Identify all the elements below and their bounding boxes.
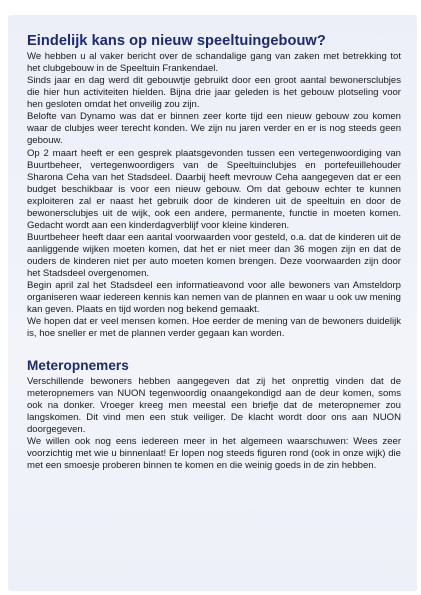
article-heading: Meteropnemers — [27, 357, 129, 373]
article-meter-readers — [27, 357, 401, 473]
article-paragraph: We willen ook nog eens iedereen meer in het algemeen waarschuwen: Wees zeer voorzichtig met wie u binnenlaat! Er lopen nog steeds figuren rond (ook in onze wijk) die met een smoesje proberen binnen te komen en die weinig goeds in de zin hebben. — [27, 435, 401, 471]
article-paragraph: We hebben u al vaker bericht over de schandalige gang van zaken met betrekking tot het clubgebouw in de Speeltuin Frankendael. — [27, 51, 401, 75]
article-paragraph: Op 2 maart heeft er een gesprek plaatsgevonden tussen een vertegenwoordiging van Buurtbeheer, vertegenwoordigers van de Speeltuinclubjes en portefeuillehouder Sharona Ceha van het Stadsdeel. Daarbij heeft mevrouw Ceha aangegeven dat er een budget beschikbaar is voor een nieuw gebouw. Om dat gebouw echter te kunnen exploiteren zal er naast het gebruik door de kinderen uit de speeltuin en door de bewonersclubjes uit de wijk, ook een andere, permanente, functie in moeten komen. Gedacht wordt aan een kinderdagverblijf voor kleine kinderen. — [27, 147, 401, 231]
article-heading: Eindelijk kans op nieuw speeltuingebouw? — [27, 33, 326, 49]
article-paragraph: Sinds jaar en dag werd dit gebouwtje gebruikt door een groot aantal bewonersclubjes die hier hun activiteiten hielden. Bijna drie jaar geleden is het gebouw plotseling voor hen gesloten omdat het onveilig zou zijn. — [27, 75, 401, 111]
article-paragraph: We hopen dat er veel mensen komen. Hoe eerder de mening van de bewoners duidelijk is, hoe sneller er met de plannen verder gegaan kan worden. — [27, 316, 401, 340]
article-paragraph: Begin april zal het Stadsdeel een informatieavond voor alle bewoners van Amsteldorp organiseren waar iedereen kennis kan nemen van de plannen en waar u ook uw mening kan geven. Plaats en tijd worden nog bekend gemaakt. — [27, 280, 401, 316]
article-paragraph: Belofte van Dynamo was dat er binnen zeer korte tijd een nieuw gebouw zou komen waar de clubjes weer terecht konden. We zijn nu jaren verder en er is nog steeds geen gebouw. — [27, 111, 401, 147]
article-paragraph: Verschillende bewoners hebben aangegeven dat zij het onprettig vinden dat de meteropnemers van NUON tegenwoordig onaangekondigd aan de deur komen, soms ook na donker. Vroeger kreeg men meestal een briefje dat de meteropnemer zou langskomen. Dit vind men een stuk veiliger. De klacht wordt door ons aan NUON doorgegeven. — [27, 375, 401, 435]
article-paragraph: Buurtbeheer heeft daar een aantal voorwaarden voor gesteld, o.a. dat de kinderen uit de aanliggende wijken moeten komen, dat het er niet meer dan 36 mogen zijn en dat de ouders de kinderen niet per auto moeten komen brengen. Deze voorwaarden zijn door het Stadsdeel overgenomen. — [27, 231, 401, 280]
article-body — [27, 376, 401, 473]
article-playground-building — [27, 32, 401, 341]
article-panel — [8, 15, 417, 591]
article-body — [27, 51, 401, 341]
